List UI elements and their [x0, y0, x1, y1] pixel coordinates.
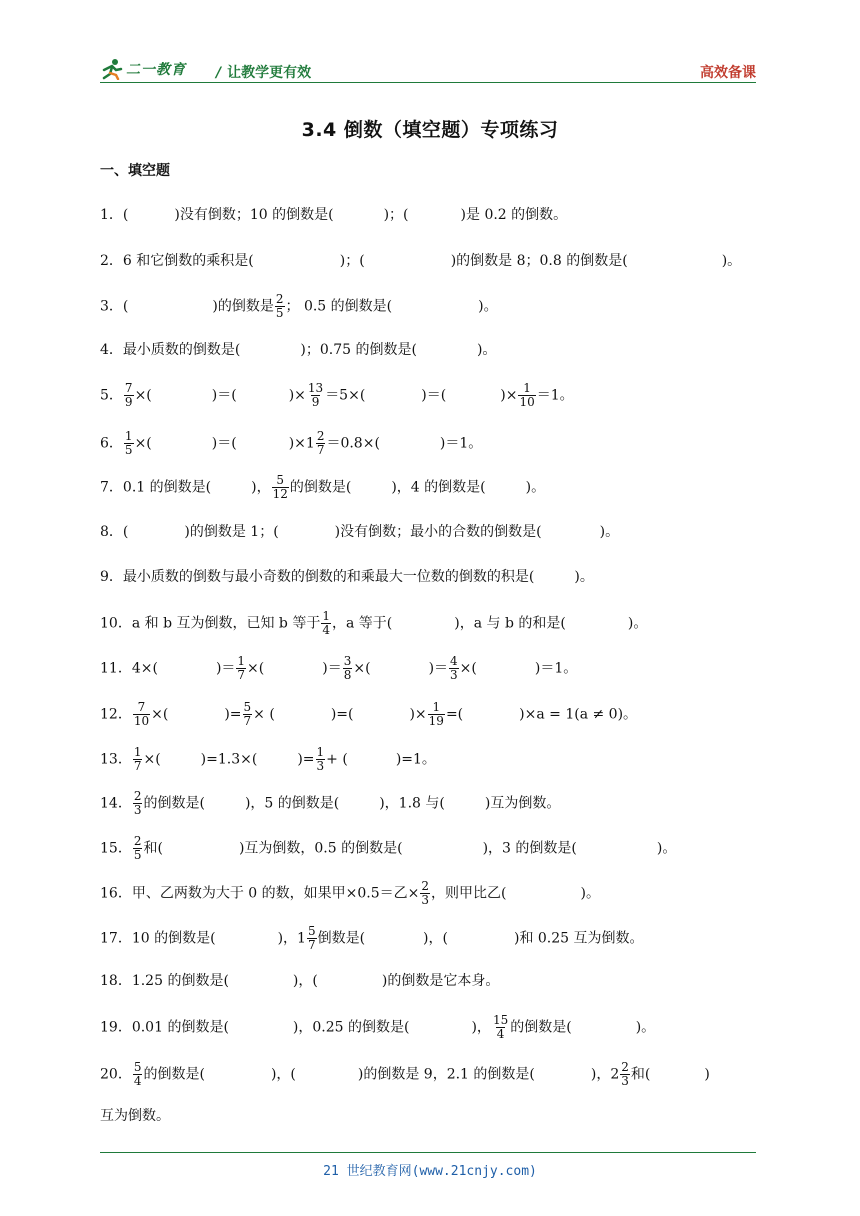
slogan-text: 让教学更有效 — [227, 65, 312, 81]
question-13: 13． $\frac{1}{7}$ ×( )=1.3×( )= $\frac{1}{3}$ + ( )=1。 — [100, 745, 436, 773]
question-9: 9．最小质数的倒数与最小奇数的倒数的和乘最大一位数的倒数的积是( )。 — [100, 569, 594, 585]
question-19: 19．0.01 的倒数是( )，0.25 的倒数是( )， $\frac{15}{4}$ 的倒数是( )。 — [100, 1013, 656, 1041]
slogan — [216, 62, 311, 82]
question-20: 20． $\frac{5}{4}$ 的倒数是( )，( )的倒数是 9，2.1 的倒数是( )，2 $\frac{2}{3}$ 和( ) — [100, 1060, 710, 1088]
question-4: 4．最小质数的倒数是( )；0.75 的倒数是( )。 — [100, 342, 497, 358]
question-20-line-2: 互为倒数。 — [100, 1108, 170, 1124]
question-1: 1．( )没有倒数；10 的倒数是( )；( )是 0.2 的倒数。 — [100, 207, 568, 223]
question-17: 17．10 的倒数是( )，1 $\frac{5}{7}$ 倒数是( )，( )和 0.25 互为倒数。 — [100, 924, 644, 952]
header-divider — [100, 82, 756, 83]
question-12: 12． $\frac{7}{10}$ ×( )= $\frac{5}{7}$ × ( )=( )× $\frac{1}{19}$ =( )×a = 1(a ≠ 0)。 — [100, 700, 638, 728]
question-8: 8．( )的倒数是 1；( )没有倒数；最小的合数的倒数是( )。 — [100, 524, 620, 540]
brand-right: 高效备课 — [700, 65, 756, 81]
question-11: 11．4×( )＝ $\frac{1}{7}$ ×( )＝ $\frac{3}{8}$ ×( )＝ $\frac{4}{3}$ ×( )＝1。 — [100, 654, 578, 682]
question-7: 7．0.1 的倒数是( )， $\frac{5}{12}$ 的倒数是( )，4 的倒数是( )。 — [100, 473, 546, 501]
slogan-slash: / — [216, 65, 222, 81]
question-6: 6． $\frac{1}{5}$ ×( )＝( )×1 $\frac{2}{7}$ ＝0.8×( )＝1。 — [100, 429, 483, 457]
logo — [100, 58, 186, 80]
question-5: 5． $\frac{7}{9}$ ×( )＝( )× $\frac{13}{9}$ ＝5×( )＝( )× $\frac{1}{10}$ ＝1。 — [100, 381, 574, 409]
question-15: 15． $\frac{2}{5}$ 和( )互为倒数，0.5 的倒数是( )，3 的倒数是( )。 — [100, 834, 677, 862]
page-title: 3.4 倒数（填空题）专项练习 — [301, 119, 559, 141]
question-16: 16．甲、乙两数为大于 0 的数，如果甲×0.5＝乙× $\frac{2}{3}$ ，则甲比乙( )。 — [100, 879, 600, 907]
question-3: 3．( )的倒数是 $\frac{2}{5}$ ； 0.5 的倒数是( )。 — [100, 292, 498, 320]
question-2: 2．6 和它倒数的乘积是( )；( )的倒数是 8；0.8 的倒数是( )。 — [100, 253, 742, 269]
fraction: $\frac{2}{5}$ — [275, 292, 284, 320]
logo-text: 二一教育 — [126, 62, 186, 78]
runner-logo-icon — [100, 58, 124, 80]
question-18: 18．1.25 的倒数是( )，( )的倒数是它本身。 — [100, 973, 500, 989]
section-title: 一、填空题 — [100, 163, 170, 179]
footer-divider — [100, 1152, 756, 1153]
footer-text: 21 世纪教育网(www.21cnjy.com) — [323, 1164, 537, 1179]
question-10: 10．a 和 b 互为倒数，已知 b 等于 $\frac{1}{4}$ ，a 等于( )，a 与 b 的和是( )。 — [100, 609, 648, 637]
question-14: 14． $\frac{2}{3}$ 的倒数是( )，5 的倒数是( )，1.8 与( )互为倒数。 — [100, 789, 561, 817]
